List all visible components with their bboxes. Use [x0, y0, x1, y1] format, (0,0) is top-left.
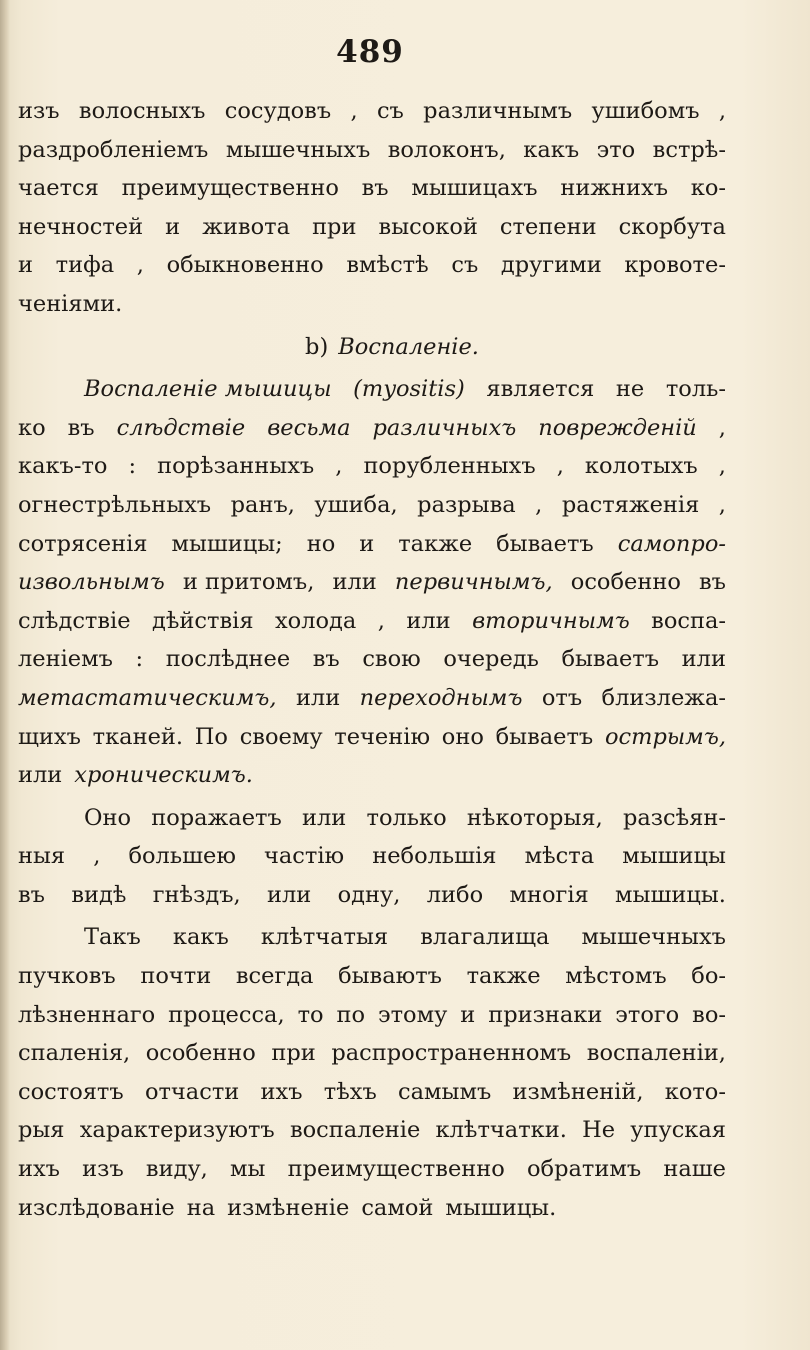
text-line: ихъ изъ виду, мы преимущественно обратимъ наше — [18, 1156, 726, 1183]
page-number: 489 — [336, 34, 404, 70]
paragraph-4 — [18, 918, 726, 1227]
section-title: Воспаленіе. — [338, 333, 479, 360]
text-line: ченіями. — [18, 290, 123, 317]
text-line: Воспаленіе мышицы (myositis) является не толь- — [84, 376, 726, 403]
text-line: метастатическимъ, или переходнымъ отъ близлежа- — [18, 684, 726, 711]
text-line: рыя характеризуютъ воспаленіе клѣтчатки. Не упуская — [18, 1117, 726, 1144]
text-line: какъ-то : порѣзанныхъ , порубленныхъ , колотыхъ , — [18, 453, 726, 480]
text-line: изслѣдованіе на измѣненіе самой мышицы. — [18, 1194, 557, 1221]
page-text — [18, 92, 726, 1227]
text-line: ко въ слѣдствіе весьма различныхъ поврежденій , — [18, 414, 726, 441]
text-line: Оно поражаетъ или только нѣкоторыя, разсѣян- — [84, 804, 726, 831]
text-line: или хроническимъ. — [18, 762, 253, 789]
text-line: пучковъ почти всегда бываютъ также мѣстомъ бо- — [18, 963, 726, 990]
text-line: нечностей и живота при высокой степени скорбута — [18, 213, 726, 240]
text-line: раздробленіемъ мышечныхъ волоконъ, какъ это встрѣ- — [18, 136, 726, 163]
text-line: огнестрѣльныхъ ранъ, ушиба, разрыва , растяженія , — [18, 491, 726, 518]
paragraph-2 — [18, 370, 726, 795]
section-heading — [18, 328, 726, 367]
paragraph-1 — [18, 92, 726, 324]
text-line: щихъ тканей. По своему теченію оно бываетъ острымъ, — [18, 723, 726, 750]
text-line: слѣдствіе дѣйствія холода , или вторичнымъ воспа- — [18, 607, 726, 634]
text-line: изъ волосныхъ сосудовъ , съ различнымъ ушибомъ , — [18, 98, 726, 124]
text-line: леніемъ : послѣднее въ свою очередь бываетъ или — [18, 646, 726, 673]
text-line: спаленія, особенно при распространенномъ воспаленіи, — [18, 1040, 726, 1067]
page-binding-edge — [0, 0, 10, 1350]
text-line: извольнымъ и притомъ, или первичнымъ, особенно въ — [18, 569, 726, 596]
text-line: лѣзненнаго процесса, то по этому и признаки этого во- — [18, 1001, 726, 1028]
text-line: Такъ какъ клѣтчатыя влагалища мышечныхъ — [84, 924, 726, 951]
text-line: состоятъ отчасти ихъ тѣхъ самымъ измѣненій, кото- — [18, 1078, 726, 1105]
section-marker: b) — [305, 333, 329, 360]
text-line: въ видѣ гнѣздъ, или одну, либо многія мышицы. — [18, 881, 726, 908]
text-line: чается преимущественно въ мышицахъ нижнихъ ко- — [18, 175, 726, 202]
text-line: и тифа , обыкновенно вмѣстѣ съ другими кровоте- — [18, 252, 726, 279]
paragraph-3 — [18, 799, 726, 915]
text-line: сотрясенія мышицы; но и также бываетъ самопро- — [18, 530, 726, 557]
text-line: ныя , большею частію небольшія мѣста мышицы — [18, 843, 726, 870]
